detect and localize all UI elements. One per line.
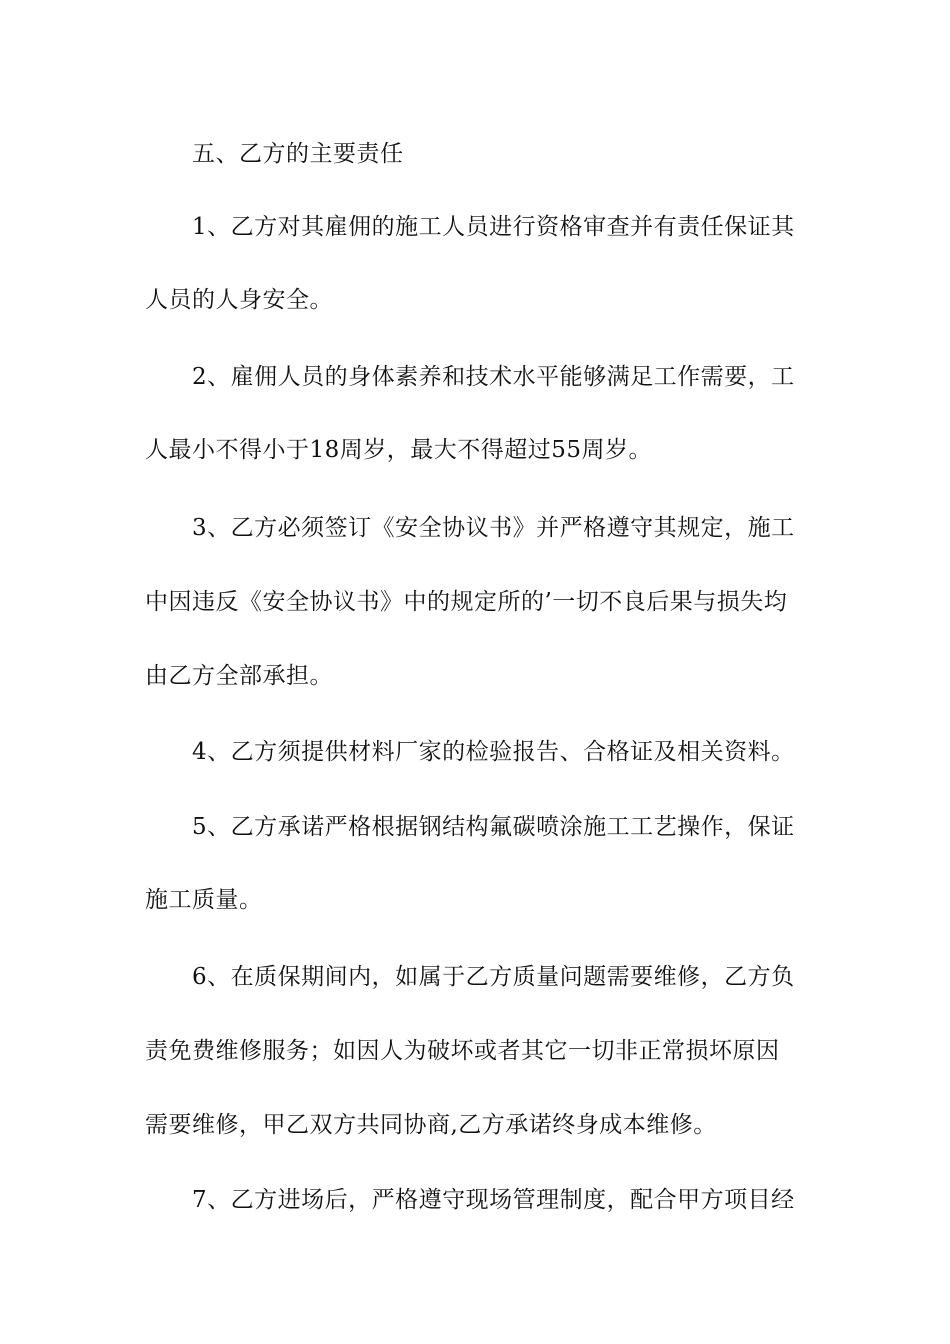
paragraph-line: 1、乙方对其雇佣的施工人员进行资格审查并有责任保证其 <box>192 214 795 240</box>
paragraph-line: 7、乙方进场后，严格遵守现场管理制度，配合甲方项目经 <box>192 1187 795 1213</box>
paragraph-line: 2、雇佣人员的身体素养和技术水平能够满足工作需要，工 <box>192 364 795 390</box>
paragraph-line: 施工质量。 <box>145 887 263 913</box>
paragraph-line: 需要维修，甲乙双方共同协商,乙方承诺终身成本维修。 <box>145 1112 717 1138</box>
paragraph-line: 6、在质保期间内，如属于乙方质量问题需要维修，乙方负 <box>192 964 795 990</box>
paragraph-line: 5、乙方承诺严格根据钢结构氟碳喷涂施工工艺操作，保证 <box>192 814 795 840</box>
paragraph-line: 人员的人身安全。 <box>145 287 333 313</box>
paragraph-line: 3、乙方必须签订《安全协议书》并严格遵守其规定，施工 <box>192 515 795 541</box>
paragraph-line: 责免费维修服务；如因人为破坏或者其它一切非正常损坏原因 <box>145 1038 780 1064</box>
paragraph-line: 4、乙方须提供材料厂家的检验报告、合格证及相关资料。 <box>192 739 795 765</box>
section-heading: 五、乙方的主要责任 <box>192 141 404 167</box>
paragraph-line: 人最小不得小于18周岁，最大不得超过55周岁。 <box>145 437 653 463</box>
paragraph-line: 由乙方全部承担。 <box>145 663 333 689</box>
paragraph-line: 中因违反《安全协议书》中的规定所的’一切不良后果与损失均 <box>145 589 788 615</box>
